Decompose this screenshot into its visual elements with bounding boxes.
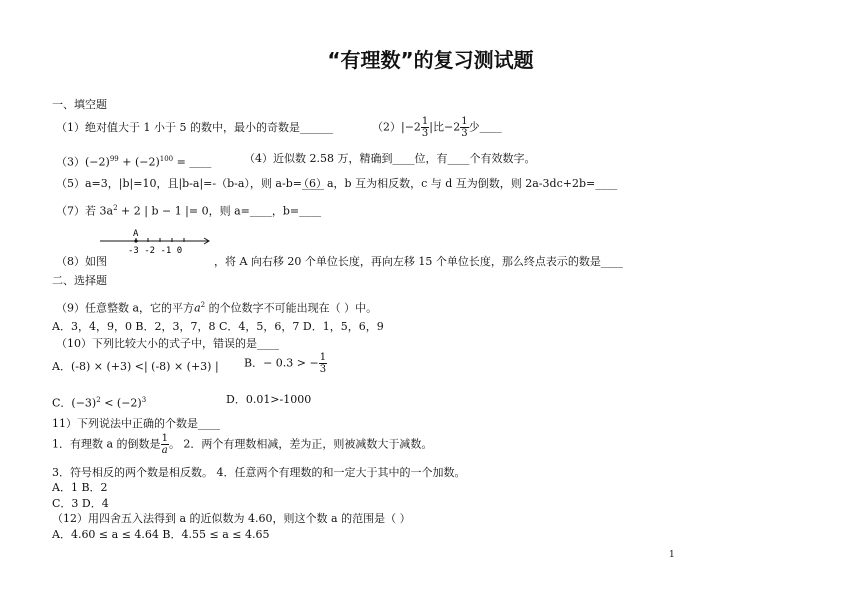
question-10: （10）下列比较大小的式子中，错误的是____	[56, 337, 279, 350]
fraction: $\frac{1}{3}$	[319, 352, 327, 375]
question-9: （9）任意整数 a，它的平方$a^2$ 的个位数字不可能出现在（ ）中。	[56, 301, 378, 315]
page-title: “有理数”的复习测试题	[327, 48, 534, 72]
question-11-statement-1-2: 1．有理数 a 的倒数是 $\frac{1}{a}$ 。 2．两个有理数相减，差为正，则被减数大于减数。	[52, 433, 433, 456]
question-11: 11）下列说法中正确的个数是____	[52, 417, 220, 430]
question-10-option-c: C．$(-3)^2 < (-2)^3$	[52, 396, 147, 410]
question-8-prefix: （8）如图	[56, 255, 107, 268]
question-5: （5）a=3，|b|=10，且|b-a|=-（b-a），则 a-b=____	[56, 177, 324, 190]
fraction: $\frac{1}{3}$	[461, 116, 468, 139]
question-4: （4）近似数 2.58 万，精确到____位，有____个有效数字。	[244, 152, 536, 165]
point-a-label: A	[133, 229, 139, 239]
number-line	[100, 228, 212, 256]
question-10-option-d: D．0.01>-1000	[226, 393, 312, 406]
question-12-options: A．4.60 ≤ a ≤ 4.64 B．4.55 ≤ a ≤ 4.65	[52, 528, 270, 541]
question-11-options-ab: A．1 B．2	[52, 481, 108, 494]
fraction: $\frac{1}{a}$	[161, 433, 168, 456]
fraction: $\frac{1}{3}$	[421, 116, 429, 139]
section-fill-in: 一、填空题	[52, 98, 107, 111]
question-6: （6）a，b 互为相反数，c 与 d 互为倒数，则 2a-3dc+2b=____	[298, 177, 618, 190]
question-10-option-b: B．− 0.3 > − $\frac{1}{3}$	[244, 352, 327, 375]
question-9-options: A．3，4，9，0 B．2，3，7，8 C．4，5，6，7 D．1，5，6，9	[52, 320, 384, 333]
question-1: （1）绝对值大于 1 小于 5 的数中，最小的奇数是______	[56, 121, 333, 134]
question-2: （2）|−2 $\frac{1}{3}$ |比−2 $\frac{1}{3}$ 少____	[372, 116, 502, 139]
page-number: 1	[669, 550, 675, 560]
number-line-ticks: -3 -2 -1 0	[128, 246, 183, 256]
section-choice: 二、选择题	[52, 274, 107, 287]
question-11-options-cd: C．3 D．4	[52, 497, 109, 510]
question-8: ，将 A 向右移 20 个单位长度，再向左移 15 个单位长度，那么终点表示的数是____	[214, 255, 623, 268]
question-12: （12）用四舍五入法得到 a 的近似数为 4.60，则这个数 a 的范围是（ ）	[52, 512, 411, 525]
question-10-option-a: A．(-8) × (+3) <| (-8) × (+3) |	[52, 360, 219, 373]
question-7: （7）若 $3a^2 + 2$ | b − 1 |= 0，则 a=____，b=____	[56, 204, 322, 218]
question-3: $(3)(-2)^{99} + (-2)^{100}$ = ____	[56, 155, 212, 169]
question-11-statement-3-4: 3．符号相反的两个数是相反数。 4．任意两个有理数的和一定大于其中的一个加数。	[52, 466, 466, 479]
